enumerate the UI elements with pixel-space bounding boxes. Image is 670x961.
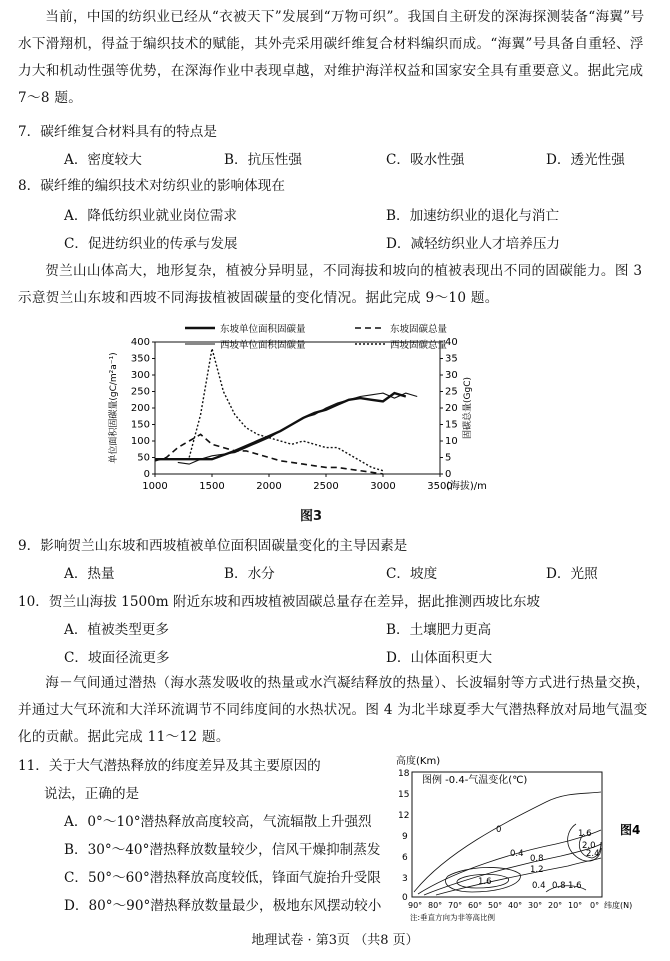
fig4-xtick: 90° [408,901,423,910]
contour-label: 0 [496,825,502,835]
q7-option-b: B．抗压性强 [224,152,302,168]
fig4-xtick: 60° [468,901,483,910]
contour-label: 0.4 [532,881,546,891]
fig4-note: 注:垂直方向为非等高比例 [410,913,496,922]
fig3-right-tick-label: 20 [445,403,458,414]
page-footer: 地理试卷 · 第3页 （共8 页） [251,933,419,948]
q9-option-b: B．水分 [224,566,275,582]
figure-3-caption: 图3 [300,509,323,524]
fig3-series-line [189,349,383,471]
question-7-stem: 7．碳纤维复合材料具有的特点是 [18,124,217,140]
fig3-left-tick-label: 50 [137,452,150,464]
fig3-left-tick-label: 350 [130,353,150,365]
q11-option-d: D．80°～90°潜热释放数量最少，极地东风摆动较小 [64,898,382,914]
q9-option-c: C．坡度 [386,566,438,582]
fig4-contour-labels [478,825,600,891]
q7-option-a: A．密度较大 [64,152,142,168]
intro-passage-3: 海－气间通过潜热（海水蒸发吸收的热量或水汽凝结释放的热量）、长波辐射等方式进行热量交换，并通过大气环流和大洋环流调节不同纬度间的水热状况。图 4 为北半球夏季大气潜热释放对局地气温变化的贡献。据此完成 11～12 题。 [18,675,650,745]
fig4-xtick: 50° [488,901,503,910]
fig4-y-title: 高度(Km) [396,756,441,767]
fig4-xtick: 70° [448,901,463,910]
fig3-x-tick-label: 3500 [427,481,453,492]
fig4-ytick: 18 [398,769,410,779]
fig3-left-tick-label: 250 [130,386,150,398]
fig3-x-axis-label: (海拔)/m [446,481,487,492]
fig3-right-axis-label: 固碳总量(GgC) [463,377,473,439]
fig3-series-line [178,393,417,464]
q8-option-b: B．加速纺织业的退化与消亡 [386,208,560,224]
q10-option-d: D．山体面积更大 [386,650,493,666]
fig3-left-tick-label: 100 [130,436,150,447]
intro-passage-1: 当前，中国的纺织业已经从“衣被天下”发展到“万物可织”。我国自主研发的深海探测装备“海翼”号水下滑翔机，得益于编织技术的赋能，其外壳采用碳纤维复合材料编织而成。“海翼”号具备自重轻、浮力大和机动性强等优势，在深海作业中表现卓越，对维护海洋权益和国家安全具有重要意义。据此完成 7～8 题。 [18,9,645,106]
q8-option-d: D．减轻纺织业人才培养压力 [386,236,561,252]
contour-label: 1.6 [478,877,492,887]
fig4-ytick: 0 [402,893,408,903]
contour-label: 1.2 [530,865,544,875]
q7-option-c: C．吸水性强 [386,152,465,168]
fig4-ytick: 15 [398,790,410,800]
fig3-left-tick-label: 150 [130,419,150,431]
fig3-series-line [155,393,406,459]
fig3-series-line [155,434,383,474]
contour-label: 1.6 [578,829,592,839]
fig3-right-tick-label: 0 [445,469,452,480]
fig4-xtick: 80° [428,901,443,910]
fig3-right-tick-label: 30 [445,370,458,381]
fig4-legend: 图例 -0.4-气温变化(℃) [422,775,528,786]
q9-option-a: A．热量 [64,566,115,582]
fig4-xtick: 20° [548,901,563,910]
fig3-legend-label: 西坡单位面积固碳量 [220,340,306,351]
question-8-stem: 8．碳纤维的编织技术对纺织业的影响体现在 [18,178,285,194]
q11-option-b: B．30°～40°潜热释放数量较少，信风干燥抑制蒸发 [64,842,381,858]
q8-option-a: A．降低纺织业就业岗位需求 [64,208,237,224]
contour-label: 0.8 [530,854,544,864]
contour-label: 2.4 [586,849,600,859]
intro-passage-2: 贺兰山山体高大，地形复杂，植被分异明显，不同海拔和坡向的植被表现出不同的固碳能力。图 3 示意贺兰山东坡和西坡不同海拔植被固碳量的变化情况。据此完成 9～10 题。 [18,263,643,306]
fig4-x-ticks [408,900,632,910]
fig4-ytick: 6 [402,853,408,863]
fig4-xtick: 30° [528,901,543,910]
fig3-left-axis-label: 单位面积固碳量(gC/m²a⁻¹) [109,352,119,464]
fig3-right-tick-label: 15 [445,419,458,431]
q10-option-b: B．土壤肥力更高 [386,622,492,638]
fig3-left-tick-label: 400 [130,337,150,348]
q11-option-a: A．0°～10°潜热释放高度较高，气流辐散上升强烈 [64,814,372,830]
q8-option-c: C．促进纺织业的传承与发展 [64,236,238,252]
figure-4-contour-plot [396,752,658,924]
fig4-ytick: 12 [398,811,410,821]
fig3-left-tick-label: 200 [130,403,150,414]
fig3-right-tick-label: 10 [445,436,458,447]
q9-option-d: D．光照 [546,566,598,582]
fig4-ytick: 3 [402,874,408,884]
figure-4-caption: 图4 [620,823,641,837]
fig3-plot-frame [155,342,440,474]
q10-option-c: C．坡面径流更多 [64,650,170,666]
fig3-x-tick-label: 3000 [370,481,396,492]
fig3-legend-label: 西坡固碳总量 [390,340,448,351]
fig4-xtick: 0° [590,901,600,910]
fig3-left-tick-label: 0 [143,469,150,480]
fig3-x-tick-label: 2500 [313,481,339,492]
fig3-legend-label: 东坡单位面积固碳量 [220,324,306,335]
question-11-stem-line1: 11．关于大气潜热释放的纬度差异及其主要原因的 [18,758,321,774]
contour-label: 2.0 [582,841,596,851]
contour-line [414,792,601,892]
fig4-x-label: 纬度(N) [604,901,633,910]
fig3-x-tick-label: 1500 [199,481,225,492]
fig4-xtick: 10° [568,901,583,910]
question-10-stem: 10．贺兰山海拔 1500m 附近东坡和西坡植被固碳总量存在差异，据此推测西坡比东坡 [18,594,541,610]
q7-option-d: D．透光性强 [546,152,625,168]
fig3-right-tick-label: 25 [445,386,458,398]
fig4-y-ticks [398,769,410,903]
question-9-stem: 9．影响贺兰山东坡和西坡植被单位面积固碳量变化的主导因素是 [18,538,408,554]
figure-3-chart [0,318,670,528]
fig3-left-tick-label: 300 [130,370,150,381]
fig4-contours [414,792,601,895]
q10-option-a: A．植被类型更多 [64,622,169,638]
contour-label: 0.4 [510,849,524,859]
contour-label: 0.8 [552,881,566,891]
fig3-right-tick-label: 40 [445,337,458,348]
fig3-x-tick-label: 2000 [256,481,282,492]
fig3-x-tick-label: 1000 [142,481,168,492]
contour-label: 1.6 [568,881,582,891]
fig4-xtick: 40° [508,901,523,910]
fig4-ytick: 9 [402,832,408,842]
q11-option-c: C．50°～60°潜热释放高度较低，锋面气旋抬升受限 [64,870,381,886]
fig3-right-tick-label: 35 [445,353,458,365]
fig3-legend-label: 东坡固碳总量 [390,324,448,335]
fig3-right-tick-label: 5 [445,452,452,464]
question-11-stem-line2: 说法，正确的是 [44,786,140,802]
